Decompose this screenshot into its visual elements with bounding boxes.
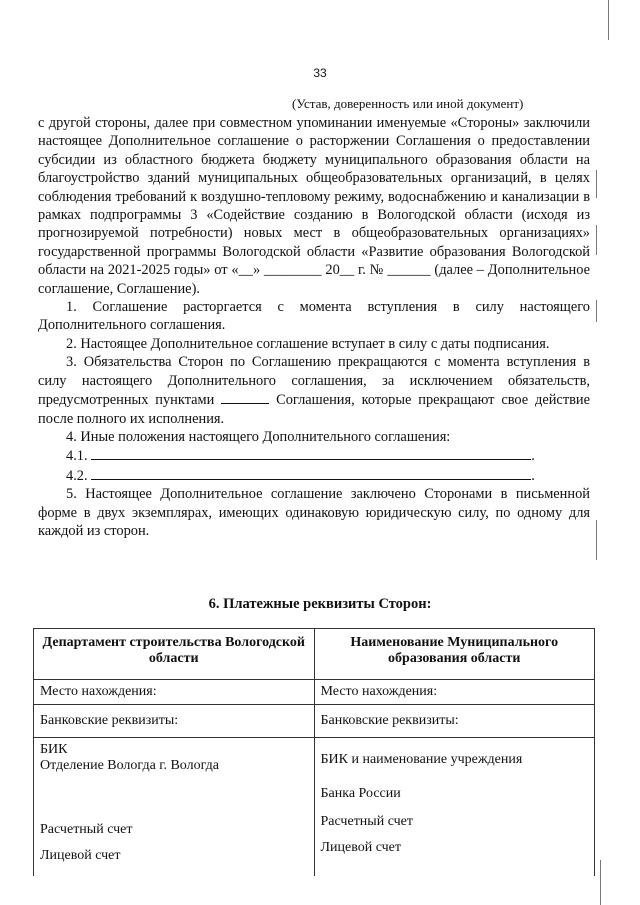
right-account: Расчетный счет — [320, 814, 414, 829]
right-personal-account: Лицевой счет — [320, 840, 402, 855]
clause-3-blank — [221, 390, 269, 404]
clause-3 — [38, 353, 590, 428]
clause-5: 5. Настоящее Дополнительное соглашение заключено Сторонами в письменной форме в двух экземплярах, имеющих одинаковую юридическую силу, по одному для каждой из сторон. — [38, 486, 590, 539]
left-bank-details: Банковские реквизиты: — [34, 705, 315, 738]
intro-paragraph: с другой стороны, далее при совместном упоминании именуемые «Стороны» заключили настоящее Дополнительное соглашение о расторжении Соглашения о предоставлении субсидии из областного бюджета бюджету муниципального образования области на благоустройство зданий муниципальных общеобразовательных организаций, в целях соблюдения требований к воздушно-тепловому режиму, водоснабжению и канализации в рамках подпрограммы 3 «Содействие созданию в Вологодской области (исходя из прогнозируемой потребности) новых мест в общеобразовательных организациях» государственной программы Вологодской области «Развитие образования Вологодской области на 2021-2025 годы» от «__» ________ 20__ г. № ______ (далее – Дополнительное соглашение, Соглашение). — [38, 115, 590, 297]
scan-edge-mark — [600, 860, 601, 905]
left-account: Расчетный счет — [40, 822, 133, 837]
clause-4-2-end: . — [531, 467, 535, 484]
clause-3-part-a: 3. Обязательства Сторон по Соглашению прекращаются с момента вступления в силу настоящего Дополнительного соглашения, за исключением обязательств, предусмотренных пунктами — [38, 354, 590, 409]
right-bank-details: Банковские реквизиты: — [314, 705, 595, 738]
scan-edge-mark — [596, 170, 597, 198]
right-details-cell — [314, 738, 595, 877]
clause-3-part-b: Соглашения, которые прекращают свое действие после полного их исполнения. — [38, 392, 590, 427]
table-row — [34, 705, 595, 738]
section-6-title: 6. Платежные реквизиты Сторон: — [208, 596, 432, 612]
clause-4: 4. Иные положения настоящего Дополнительного соглашения: — [66, 428, 451, 445]
left-details-cell — [34, 738, 315, 877]
left-personal-account: Лицевой счет — [40, 848, 121, 863]
clause-4-2-label: 4.2. — [66, 467, 88, 484]
left-location: Место нахождения: — [34, 680, 315, 705]
right-bank-russia: Банка России — [320, 786, 401, 801]
clause-4-1-line — [91, 446, 531, 460]
payment-details-table — [33, 628, 595, 876]
table-row — [34, 629, 595, 680]
page-number: 33 — [313, 66, 327, 80]
left-bik: БИК — [40, 742, 68, 757]
table-row — [34, 738, 595, 877]
document-body — [38, 114, 590, 540]
scan-edge-mark — [596, 300, 597, 322]
left-party-header: Департамент строительства Вологодской области — [34, 629, 315, 680]
clause-4-2-line — [91, 466, 531, 480]
right-party-header: Наименование Муниципального образования области — [314, 629, 595, 680]
clause-4-1 — [38, 446, 590, 465]
table-row — [34, 680, 595, 705]
scan-edge-mark — [596, 520, 597, 560]
clause-2: 2. Настоящее Дополнительное соглашение вступает в силу с даты подписания. — [66, 335, 550, 352]
clause-1: 1. Соглашение расторгается с момента вступления в силу настоящего Дополнительного соглашения. — [38, 299, 590, 334]
right-bik: БИК и наименование учреждения — [320, 752, 523, 767]
clause-4-2 — [38, 466, 590, 485]
basis-note: (Устав, доверенность или иной документ) — [292, 96, 524, 111]
left-branch: Отделение Вологда г. Вологда — [40, 758, 219, 773]
scan-edge-mark — [608, 0, 609, 40]
clause-4-1-end: . — [531, 448, 535, 465]
clause-4-1-label: 4.1. — [66, 448, 88, 465]
right-location: Место нахождения: — [314, 680, 595, 705]
scan-edge-mark — [596, 225, 597, 255]
